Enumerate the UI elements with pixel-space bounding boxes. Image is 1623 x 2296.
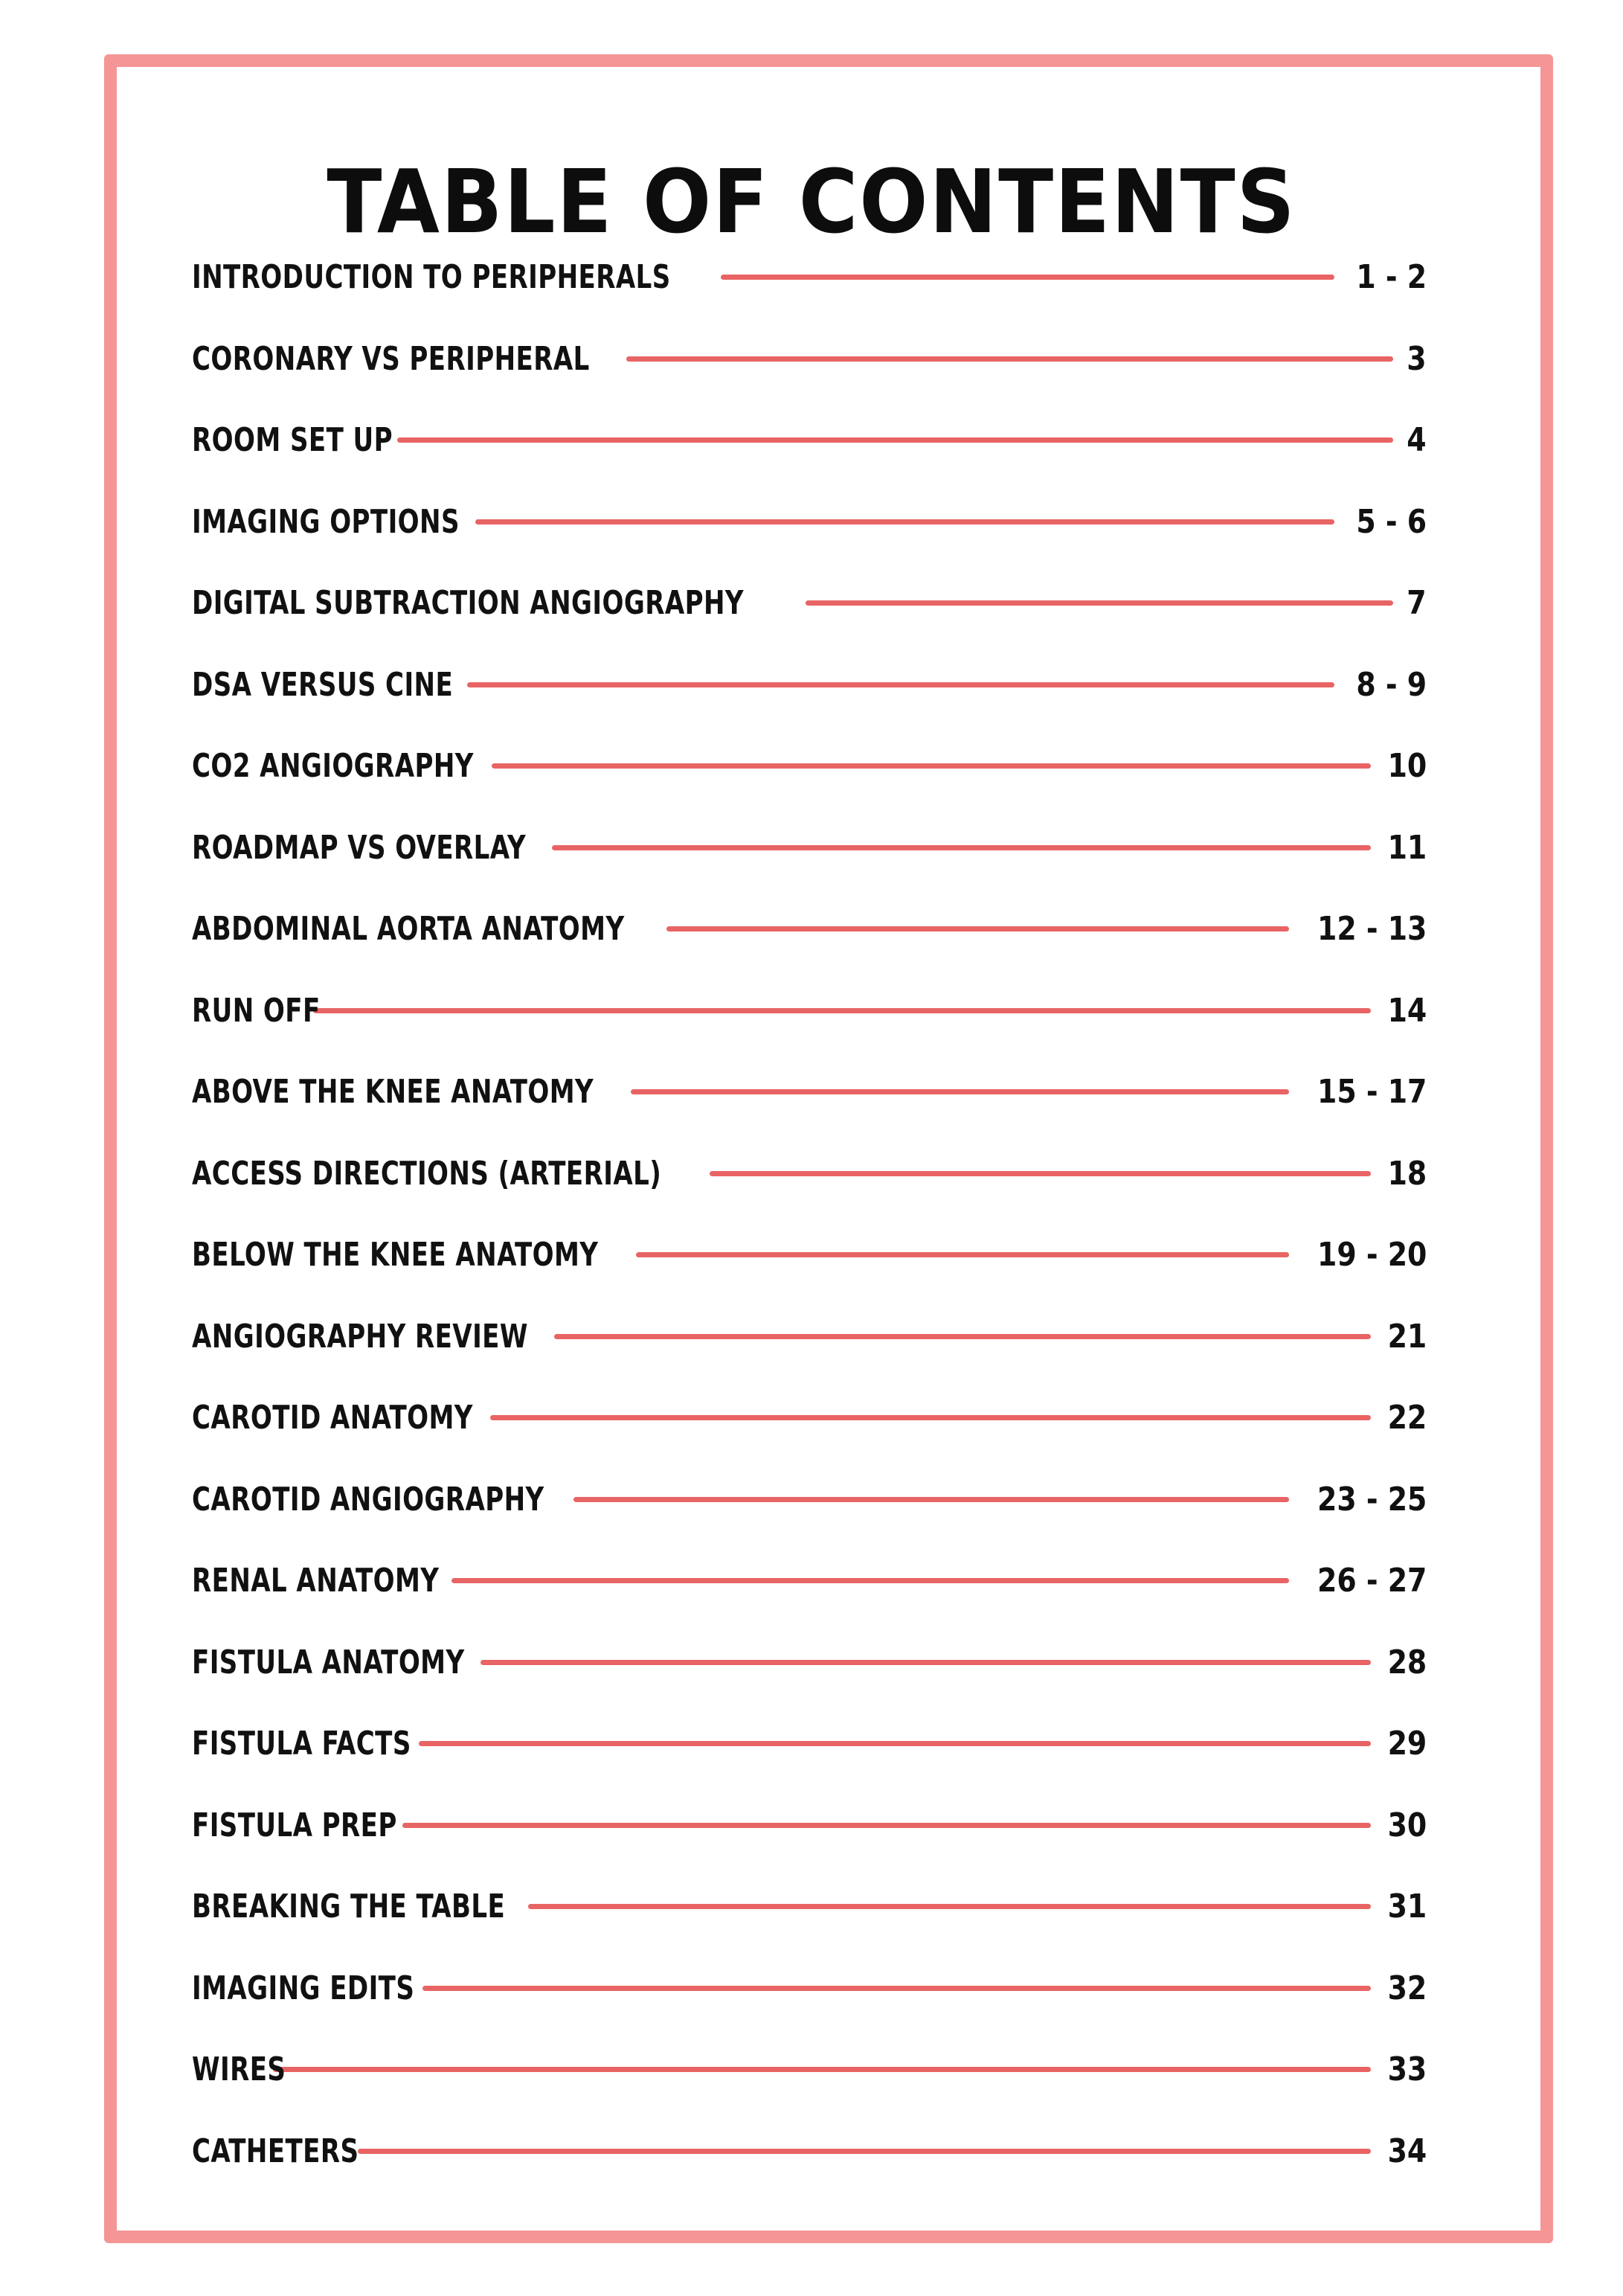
toc-entry-label: ABOVE THE KNEE ANATOMY: [192, 1073, 594, 1112]
toc-entry-page-number: 3: [1407, 339, 1427, 378]
toc-entry-page-number: 1 - 2: [1356, 258, 1427, 297]
toc-entry: [192, 1377, 1427, 1459]
toc-entry: [192, 1866, 1427, 1948]
toc-entry: [192, 1051, 1427, 1133]
toc-entry: [192, 888, 1427, 970]
toc-entry-page-number: 15 - 17: [1317, 1073, 1427, 1112]
toc-entry-page-number: 21: [1387, 1317, 1427, 1356]
toc-entry-label: ROADMAP VS OVERLAY: [192, 828, 527, 867]
toc-entry: [192, 1703, 1427, 1785]
toc-entry-label: ABDOMINAL AORTA ANATOMY: [192, 910, 625, 949]
toc-entry-label: ACCESS DIRECTIONS (ARTERIAL): [192, 1154, 662, 1193]
toc-leader-line: [273, 2067, 1371, 2072]
toc-entry-page-number: 10: [1387, 747, 1427, 786]
toc-entry: [192, 1133, 1427, 1215]
toc-entry-page-number: 5 - 6: [1356, 502, 1427, 541]
toc-entry-page-number: 33: [1387, 2050, 1427, 2089]
toc-leader-line: [554, 1334, 1370, 1339]
toc-leader-line: [492, 763, 1371, 769]
toc-entry-page-number: 28: [1387, 1643, 1427, 1681]
toc-entry: [192, 562, 1427, 644]
toc-leader-line: [528, 1904, 1371, 1909]
toc-entry-label: CAROTID ANATOMY: [192, 1399, 473, 1437]
toc-entry-page-number: 8 - 9: [1356, 665, 1427, 704]
toc-leader-line: [467, 682, 1334, 687]
toc-entry-label: RUN OFF: [192, 991, 321, 1030]
toc-entry: [192, 644, 1427, 726]
toc-entry-page-number: 31: [1387, 1888, 1427, 1926]
toc-entry-page-number: 19 - 20: [1317, 1236, 1427, 1274]
toc-entry-page-number: 32: [1387, 1969, 1427, 2007]
toc-leader-line: [422, 1986, 1371, 1991]
toc-entry: [192, 2029, 1427, 2111]
toc-entry: [192, 400, 1427, 481]
toc-leader-line: [313, 1008, 1371, 1013]
toc-leader-line: [636, 1252, 1288, 1257]
toc-leader-line: [626, 356, 1394, 362]
toc-leader-line: [490, 1415, 1370, 1420]
toc-entry: [192, 1296, 1427, 1378]
toc-entry-label: BREAKING THE TABLE: [192, 1888, 506, 1926]
toc-leader-line: [451, 1578, 1289, 1583]
toc-leader-line: [806, 600, 1394, 606]
toc-entry-label: FISTULA PREP: [192, 1806, 397, 1844]
toc-entry-label: CO2 ANGIOGRAPHY: [192, 747, 474, 786]
toc-leader-line: [358, 2149, 1371, 2154]
toc-leader-line: [481, 1660, 1371, 1665]
toc-entry-page-number: 26 - 27: [1317, 1562, 1427, 1600]
toc-entry: [192, 1785, 1427, 1867]
toc-entry-label: CORONARY VS PERIPHERAL: [192, 339, 590, 378]
toc-leader-line: [666, 926, 1288, 931]
toc-entry: [192, 481, 1427, 563]
toc-entry: [192, 807, 1427, 889]
toc-leader-line: [721, 275, 1334, 280]
toc-leader-line: [397, 437, 1393, 443]
toc-entry-label: FISTULA FACTS: [192, 1725, 411, 1763]
toc-entry: [192, 1540, 1427, 1622]
toc-leader-line: [710, 1171, 1371, 1176]
toc-entry-page-number: 22: [1387, 1399, 1427, 1437]
toc-entry-page-number: 18: [1387, 1154, 1427, 1193]
toc-leader-line: [573, 1497, 1289, 1502]
toc-leader-line: [475, 519, 1334, 525]
toc-entry: [192, 970, 1427, 1052]
toc-entry-label: CATHETERS: [192, 2132, 359, 2170]
toc-entry: [192, 2111, 1427, 2193]
toc-entry-label: FISTULA ANATOMY: [192, 1643, 465, 1681]
toc-entry-page-number: 12 - 13: [1317, 910, 1427, 949]
toc-entry: [192, 1459, 1427, 1541]
toc-leader-line: [419, 1741, 1371, 1746]
toc-entry-page-number: 30: [1387, 1806, 1427, 1844]
toc-entry-label: DSA VERSUS CINE: [192, 665, 454, 704]
toc-entry-label: RENAL ANATOMY: [192, 1562, 440, 1600]
toc-leader-line: [631, 1089, 1289, 1094]
toc-entry-label: CAROTID ANGIOGRAPHY: [192, 1480, 544, 1519]
toc-entry-label: ROOM SET UP: [192, 421, 393, 460]
toc-entry-page-number: 23 - 25: [1317, 1480, 1427, 1519]
table-of-contents-list: [192, 237, 1427, 2192]
toc-entry: [192, 1622, 1427, 1704]
toc-entry: [192, 1948, 1427, 2030]
page-title: TABLE OF CONTENTS: [327, 150, 1296, 254]
toc-entry-page-number: 11: [1387, 828, 1427, 867]
toc-entry-page-number: 7: [1407, 584, 1427, 623]
toc-leader-line: [402, 1823, 1371, 1828]
toc-entry-label: INTRODUCTION TO PERIPHERALS: [192, 258, 671, 297]
toc-entry-label: IMAGING OPTIONS: [192, 502, 460, 541]
toc-entry: [192, 237, 1427, 318]
toc-entry-page-number: 14: [1387, 991, 1427, 1030]
toc-entry-label: WIRES: [192, 2050, 286, 2089]
toc-entry: [192, 318, 1427, 400]
toc-entry-label: ANGIOGRAPHY REVIEW: [192, 1317, 528, 1356]
toc-entry-page-number: 34: [1387, 2132, 1427, 2170]
toc-entry-page-number: 29: [1387, 1725, 1427, 1763]
toc-entry: [192, 725, 1427, 807]
toc-entry-page-number: 4: [1407, 421, 1427, 460]
toc-entry-label: DIGITAL SUBTRACTION ANGIOGRAPHY: [192, 584, 744, 623]
toc-entry-label: IMAGING EDITS: [192, 1969, 415, 2007]
toc-leader-line: [552, 845, 1371, 850]
toc-entry-label: BELOW THE KNEE ANATOMY: [192, 1236, 599, 1274]
toc-entry: [192, 1214, 1427, 1296]
